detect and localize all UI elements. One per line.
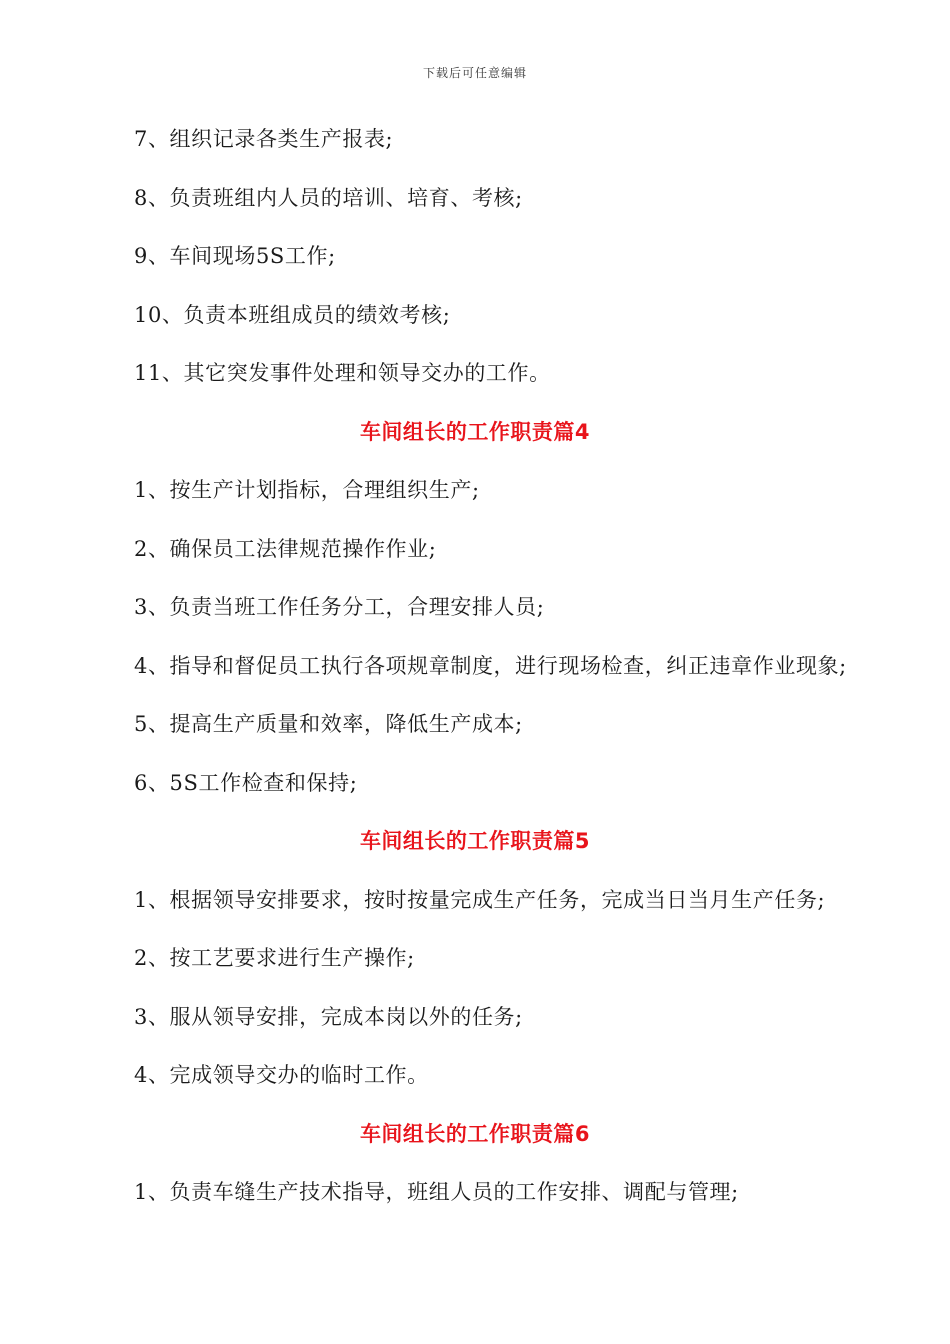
list-item: 1、负责车缝生产技术指导，班组人员的工作安排、调配与管理; bbox=[134, 1180, 739, 1204]
list-item: 8、负责班组内人员的培训、培育、考核; bbox=[134, 185, 523, 210]
header-note: 下载后可任意编辑 bbox=[422, 66, 527, 80]
list-item: 3、服从领导安排，完成本岗以外的任务; bbox=[134, 1004, 523, 1029]
section-part-5 bbox=[134, 826, 914, 1119]
section-part-4 bbox=[134, 417, 914, 827]
list-item: 2、按工艺要求进行生产操作; bbox=[134, 946, 415, 970]
list-item: 9、车间现场5S工作; bbox=[134, 244, 336, 268]
document-body bbox=[134, 124, 914, 1236]
section-part-6 bbox=[134, 1119, 914, 1236]
list-item: 3、负责当班工作任务分工，合理安排人员; bbox=[134, 595, 545, 619]
list-item: 7、组织记录各类生产报表; bbox=[134, 127, 394, 151]
section-heading: 车间组长的工作职责篇5 bbox=[359, 829, 591, 853]
list-item: 4、完成领导交办的临时工作。 bbox=[134, 1063, 429, 1087]
section-continuation bbox=[134, 124, 914, 417]
list-item: 2、确保员工法律规范操作作业; bbox=[134, 536, 437, 561]
list-item: 11、其它突发事件处理和领导交办的工作。 bbox=[134, 361, 551, 385]
list-item: 1、根据领导安排要求，按时按量完成生产任务，完成当日当月生产任务; bbox=[134, 887, 826, 912]
list-item: 10、负责本班组成员的绩效考核; bbox=[134, 302, 451, 327]
list-item: 4、指导和督促员工执行各项规章制度，进行现场检查，纠正违章作业现象; bbox=[134, 653, 847, 678]
section-heading: 车间组长的工作职责篇6 bbox=[359, 1121, 591, 1146]
section-heading: 车间组长的工作职责篇4 bbox=[359, 419, 591, 444]
list-item: 6、5S工作检查和保持; bbox=[134, 770, 358, 795]
list-item: 1、按生产计划指标，合理组织生产; bbox=[134, 478, 480, 502]
list-item: 5、提高生产质量和效率，降低生产成本; bbox=[134, 712, 523, 736]
